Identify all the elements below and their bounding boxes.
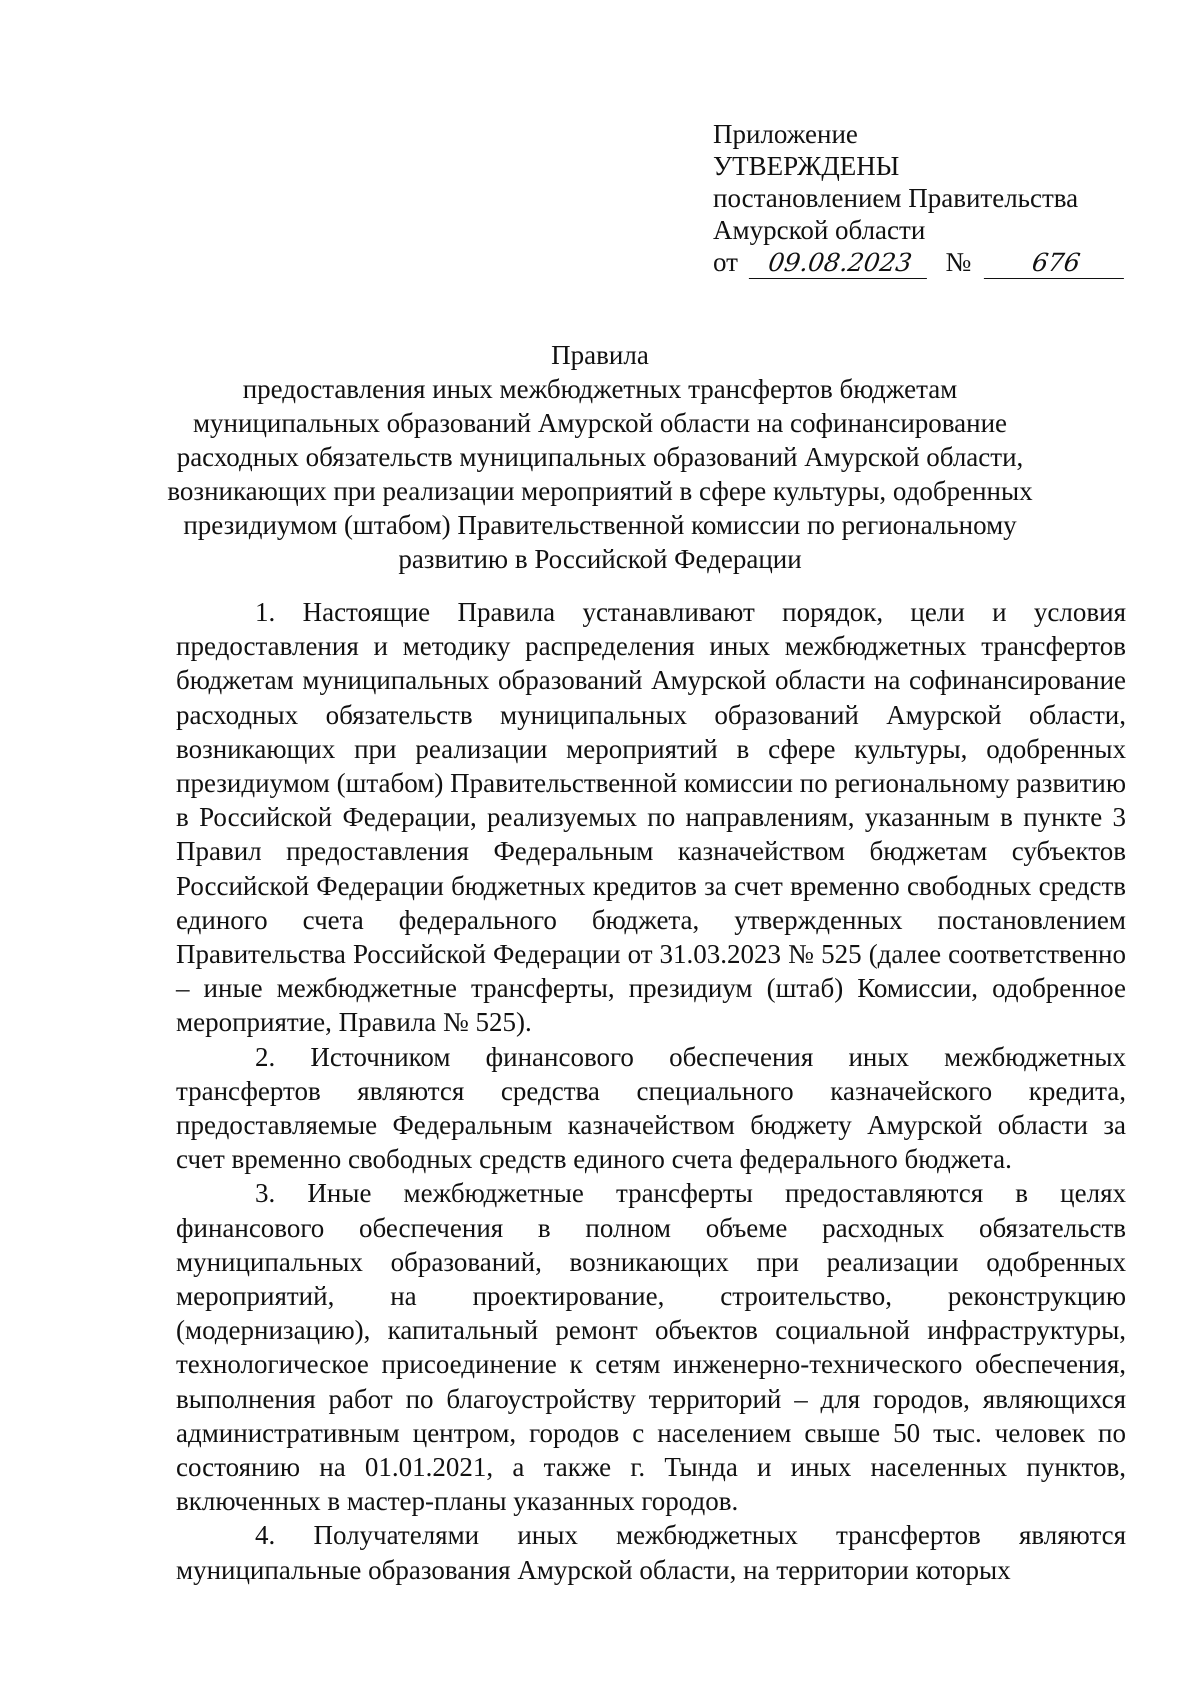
appendix-label: Приложение [713,119,858,149]
paragraph-2: 2. Источником финансового обеспечения иных межбюджетных трансфертов являются средства специального казначейского кредита, предоставляемые Федеральным казначейством бюджету Амурской области за счет временно свободных средств единого счета федерального бюджета. [176,1041,1126,1175]
approved-by-label: постановлением Правительства [713,183,1079,213]
number-prefix: № [945,247,972,277]
title-heading: Правила [551,340,649,370]
paragraph-3: 3. Иные межбюджетные трансферты предоставляются в целях финансового обеспечения в полном объеме расходных обязательств муниципальных образований, возникающих при реализации одобренных мероприятий, на проектирование, строительство, реконструкцию (модернизацию), капитальный ремонт объектов социальной инфраструктуры, технологическое присоединение к сетям инженерно-технического обеспечения, выполнения работ по благоустройству территорий – для городов, являющихся административным центром, городов с населением свыше 50 тыс. человек по состоянию на 01.01.2021, а также г. Тында и иных населенных пунктов, включенных в мастер-планы указанных городов. [176,1178,1126,1517]
region-label: Амурской области [713,215,926,245]
date-number-line [713,246,1133,279]
title-line: расходных обязательств муниципальных образований Амурской области, [176,442,1024,472]
handwritten-number: 676 [984,248,1128,279]
approval-block [713,118,1133,279]
handwritten-date: 09.08.2023 [749,248,931,279]
title-line: предоставления иных межбюджетных трансфертов бюджетам [242,374,958,404]
title-line: муниципальных образований Амурской области на софинансирование [192,408,1008,438]
document-body [176,595,1126,1587]
title-line: развитию в Российской Федерации [398,544,802,574]
paragraph-1: 1. Настоящие Правила устанавливают порядок, цели и условия предоставления и методику распределения иных межбюджетных трансфертов бюджетам муниципальных образований Амурской области на софинансирование расходных обязательств муниципальных образований Амурской области, возникающих при реализации мероприятий в сфере культуры, одобренных президиумом (штабом) Правительственной комиссии по региональному развитию в Российской Федерации, реализуемых по направлениям, указанным в пункте 3 Правил предоставления Федеральным казначейством бюджетам субъектов Российской Федерации бюджетных кредитов за счет временно свободных средств единого счета федерального бюджета, утвержденных постановлением Правительства Российской Федерации от 31.03.2023 № 525 (далее соответственно – иные межбюджетные трансферты, президиум (штаб) Комиссии, одобренное мероприятие, Правила № 525). [176,597,1126,1038]
paragraph-4: 4. Получателями иных межбюджетных трансфертов являются муниципальные образования Амурской области, на территории которых [176,1520,1126,1585]
document-title [160,338,1040,576]
date-prefix: от [713,247,738,277]
title-line: возникающих при реализации мероприятий в сфере культуры, одобренных [167,476,1033,506]
title-line: президиумом (штабом) Правительственной комиссии по региональному [183,510,1017,540]
approved-label: УТВЕРЖДЕНЫ [713,151,900,181]
